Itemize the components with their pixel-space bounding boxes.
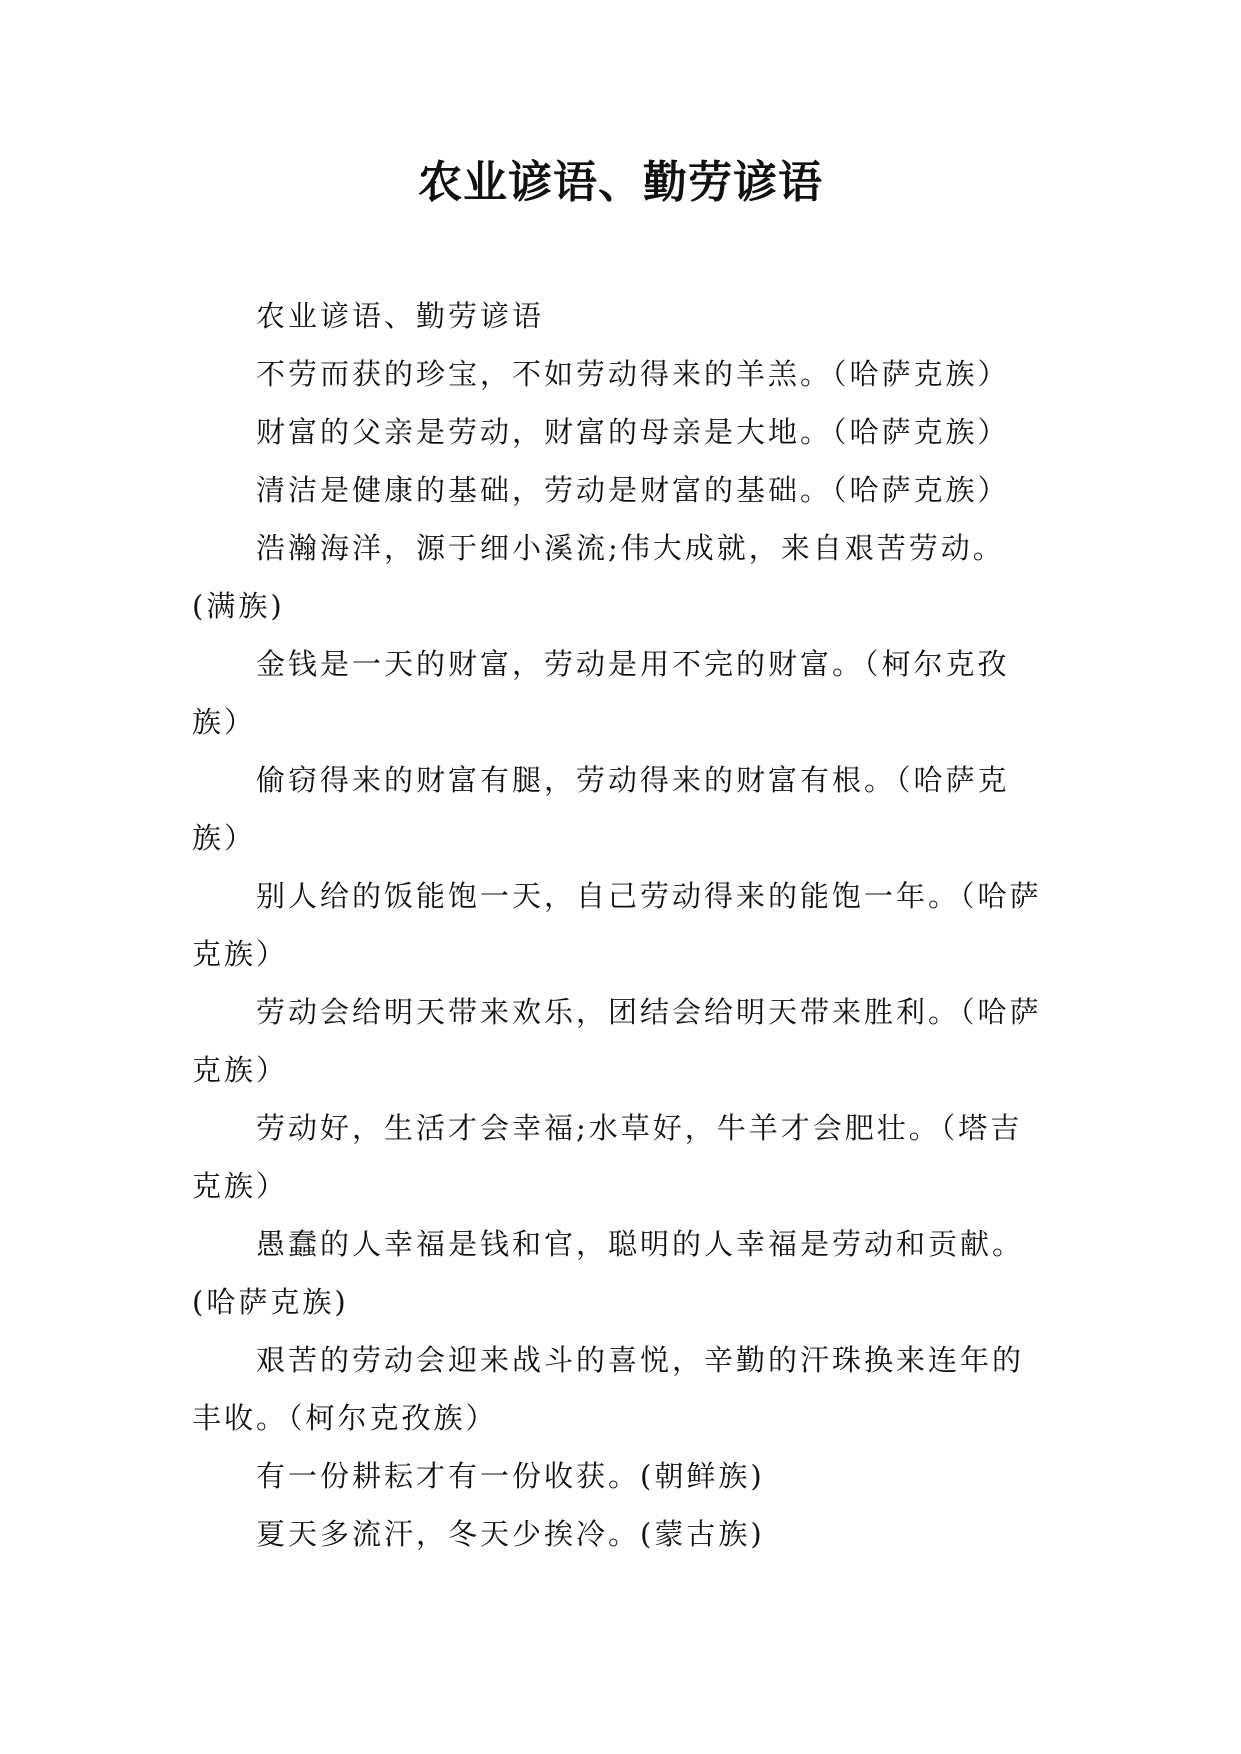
paragraph: 劳动好，生活才会幸福;水草好，牛羊才会肥壮。（塔吉克族） (192, 1111, 1023, 1203)
paragraph: 劳动会给明天带来欢乐，团结会给明天带来胜利。（哈萨克族） (192, 995, 1042, 1087)
paragraph-subtitle: 农业谚语、勤劳谚语 (256, 299, 545, 333)
paragraph: 别人给的饭能饱一天，自己劳动得来的能饱一年。（哈萨克族） (192, 879, 1042, 971)
paragraph: 财富的父亲是劳动，财富的母亲是大地。（哈萨克族） (256, 415, 1010, 449)
paragraph: 浩瀚海洋，源于细小溪流;伟大成就，来自艰苦劳动。(满族) (192, 531, 1005, 623)
paragraph: 清洁是健康的基础，劳动是财富的基础。（哈萨克族） (256, 473, 1010, 507)
paragraph: 有一份耕耘才有一份收获。(朝鲜族) (256, 1459, 765, 1493)
document-title: 农业谚语、勤劳谚语 (418, 157, 823, 208)
paragraph: 偷窃得来的财富有腿，劳动得来的财富有根。（哈萨克族） (192, 763, 1010, 855)
paragraph: 愚蠢的人幸福是钱和官，聪明的人幸福是劳动和贡献。(哈萨克族) (192, 1227, 1025, 1319)
paragraph: 不劳而获的珍宝，不如劳动得来的羊羔。（哈萨克族） (256, 357, 1010, 391)
paragraph: 夏天多流汗，冬天少挨冷。(蒙古族) (256, 1517, 765, 1551)
paragraph: 艰苦的劳动会迎来战斗的喜悦，辛勤的汗珠换来连年的丰收。（柯尔克孜族） (192, 1343, 1025, 1435)
paragraph: 金钱是一天的财富，劳动是用不完的财富。（柯尔克孜族） (192, 647, 1010, 739)
document-body (192, 287, 1050, 1563)
